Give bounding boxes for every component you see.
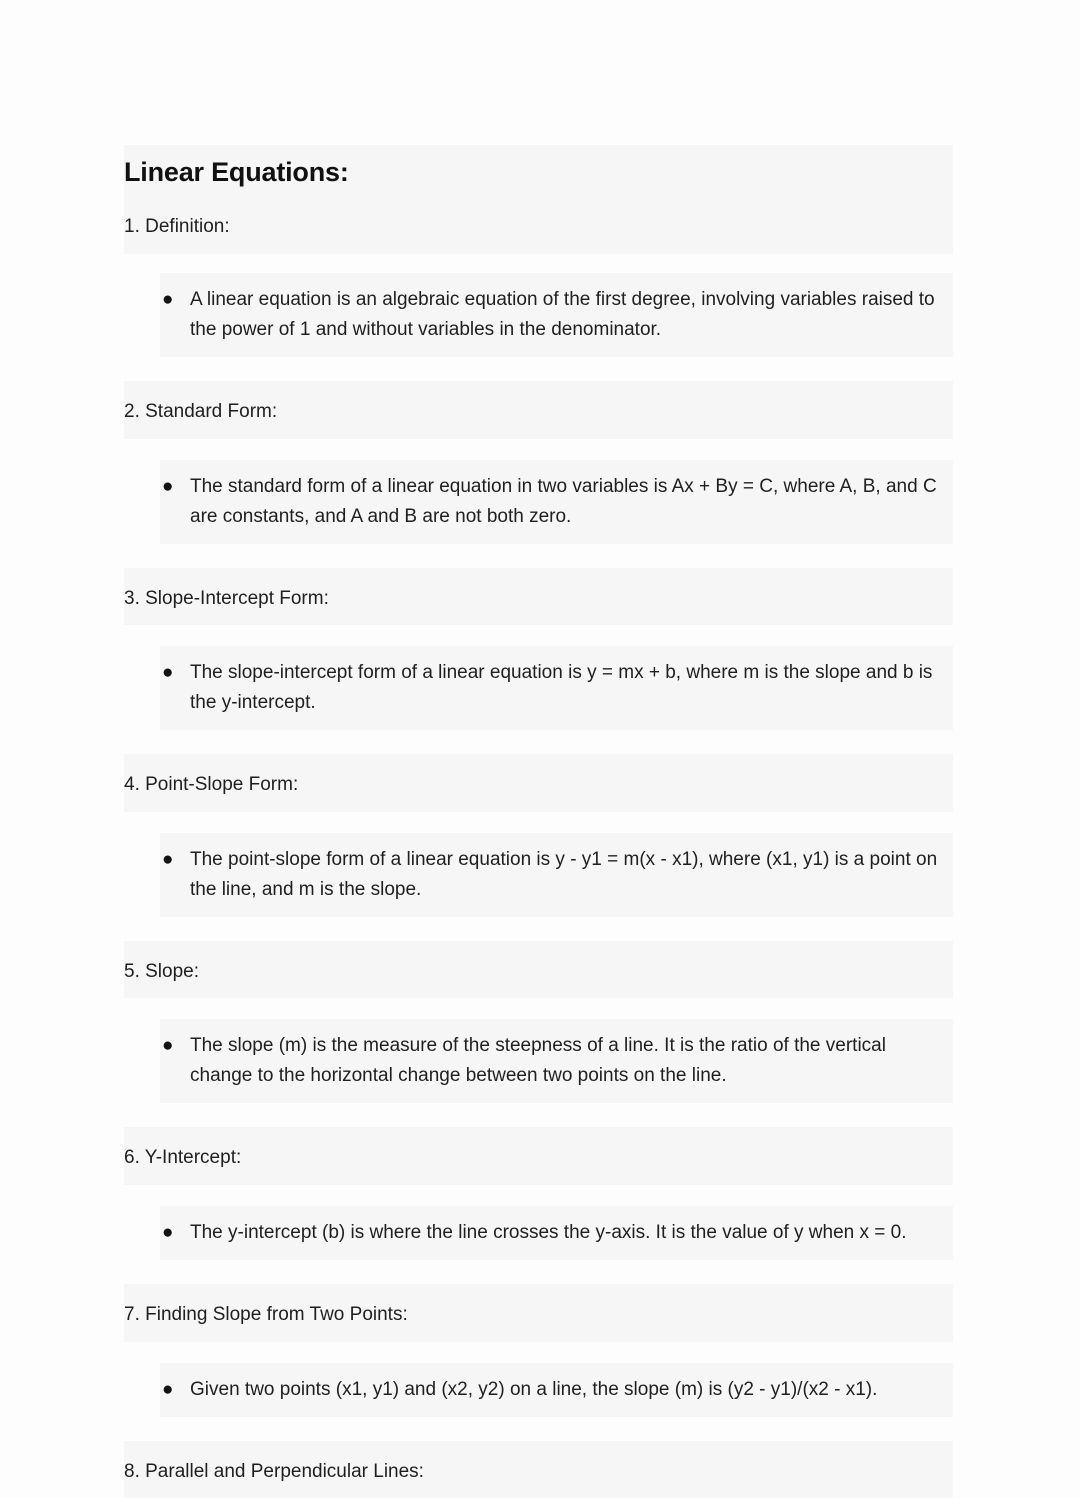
list-item-text: The y-intercept (b) is where the line crosses the y-axis. It is the value of y when x = 0. (190, 1222, 907, 1244)
section-label-4: 4. Point-Slope Form: (124, 774, 299, 796)
section-7-block (124, 1284, 953, 1342)
list-item-text: The standard form of a linear equation in two variables is Ax + By = C, where A, B, and C are constants, and A and B are not both zero. (190, 475, 937, 527)
section-6-bullets (160, 1206, 953, 1260)
list-item (160, 1218, 953, 1248)
section-4-block (124, 754, 953, 812)
section-label-8: 8. Parallel and Perpendicular Lines: (124, 1460, 424, 1482)
spacer (0, 254, 1080, 273)
section-label-7: 7. Finding Slope from Two Points: (124, 1304, 408, 1326)
list-item (160, 285, 953, 345)
section-4-bullets (160, 833, 953, 917)
section-3-block (124, 568, 953, 626)
bullet-icon: ● (162, 475, 174, 497)
section-7-bullets (160, 1363, 953, 1417)
spacer (0, 812, 1080, 833)
section-5-bullets (160, 1019, 953, 1103)
section-6-block (124, 1127, 953, 1185)
section-2-block (124, 381, 953, 439)
bullet-icon: ● (162, 1222, 174, 1244)
list-item-text: The slope-intercept form of a linear equation is y = mx + b, where m is the slope and b is the y-intercept. (190, 662, 933, 714)
spacer (0, 625, 1080, 646)
spacer (0, 1417, 1080, 1441)
spacer (0, 998, 1080, 1019)
list-item (160, 1375, 953, 1405)
section-label-2: 2. Standard Form: (124, 401, 278, 423)
spacer (0, 730, 1080, 754)
section-label-1: 1. Definition: (124, 215, 230, 237)
spacer (0, 1185, 1080, 1206)
list-item (160, 658, 953, 718)
list-item-text: The point-slope form of a linear equation is y - y1 = m(x - x1), where (x1, y1) is a point on the line, and m is the slope. (190, 848, 938, 900)
section-2-bullets (160, 460, 953, 544)
spacer (0, 1103, 1080, 1127)
section-1-bullets (160, 273, 953, 357)
page-title: Linear Equations: (124, 157, 349, 187)
section-3-bullets (160, 646, 953, 730)
spacer (0, 1342, 1080, 1363)
section-5-block (124, 941, 953, 999)
section-label-6: 6. Y-Intercept: (124, 1147, 242, 1169)
spacer (0, 917, 1080, 941)
list-item (160, 1031, 953, 1091)
spacer (0, 544, 1080, 568)
spacer (0, 1260, 1080, 1284)
list-item (160, 472, 953, 532)
list-item-text: A linear equation is an algebraic equation of the first degree, involving variables raised to the power of 1 and without variables in the denominator. (190, 289, 935, 341)
bullet-icon: ● (162, 848, 174, 870)
spacer (0, 439, 1080, 460)
title-and-section-1-block (124, 145, 953, 254)
spacer (0, 357, 1080, 381)
bullet-icon: ● (162, 1378, 174, 1400)
bullet-icon: ● (162, 289, 174, 311)
bullet-icon: ● (162, 1035, 174, 1057)
list-item-text: The slope (m) is the measure of the steepness of a line. It is the ratio of the vertical change to the horizontal change between two points on the line. (190, 1035, 886, 1087)
list-item (160, 845, 953, 905)
section-8-block (124, 1441, 953, 1498)
section-label-3: 3. Slope-Intercept Form: (124, 587, 329, 609)
section-label-5: 5. Slope: (124, 960, 199, 982)
list-item-text: Given two points (x1, y1) and (x2, y2) on a line, the slope (m) is (y2 - y1)/(x2 - x1). (190, 1378, 878, 1400)
bullet-icon: ● (162, 662, 174, 684)
